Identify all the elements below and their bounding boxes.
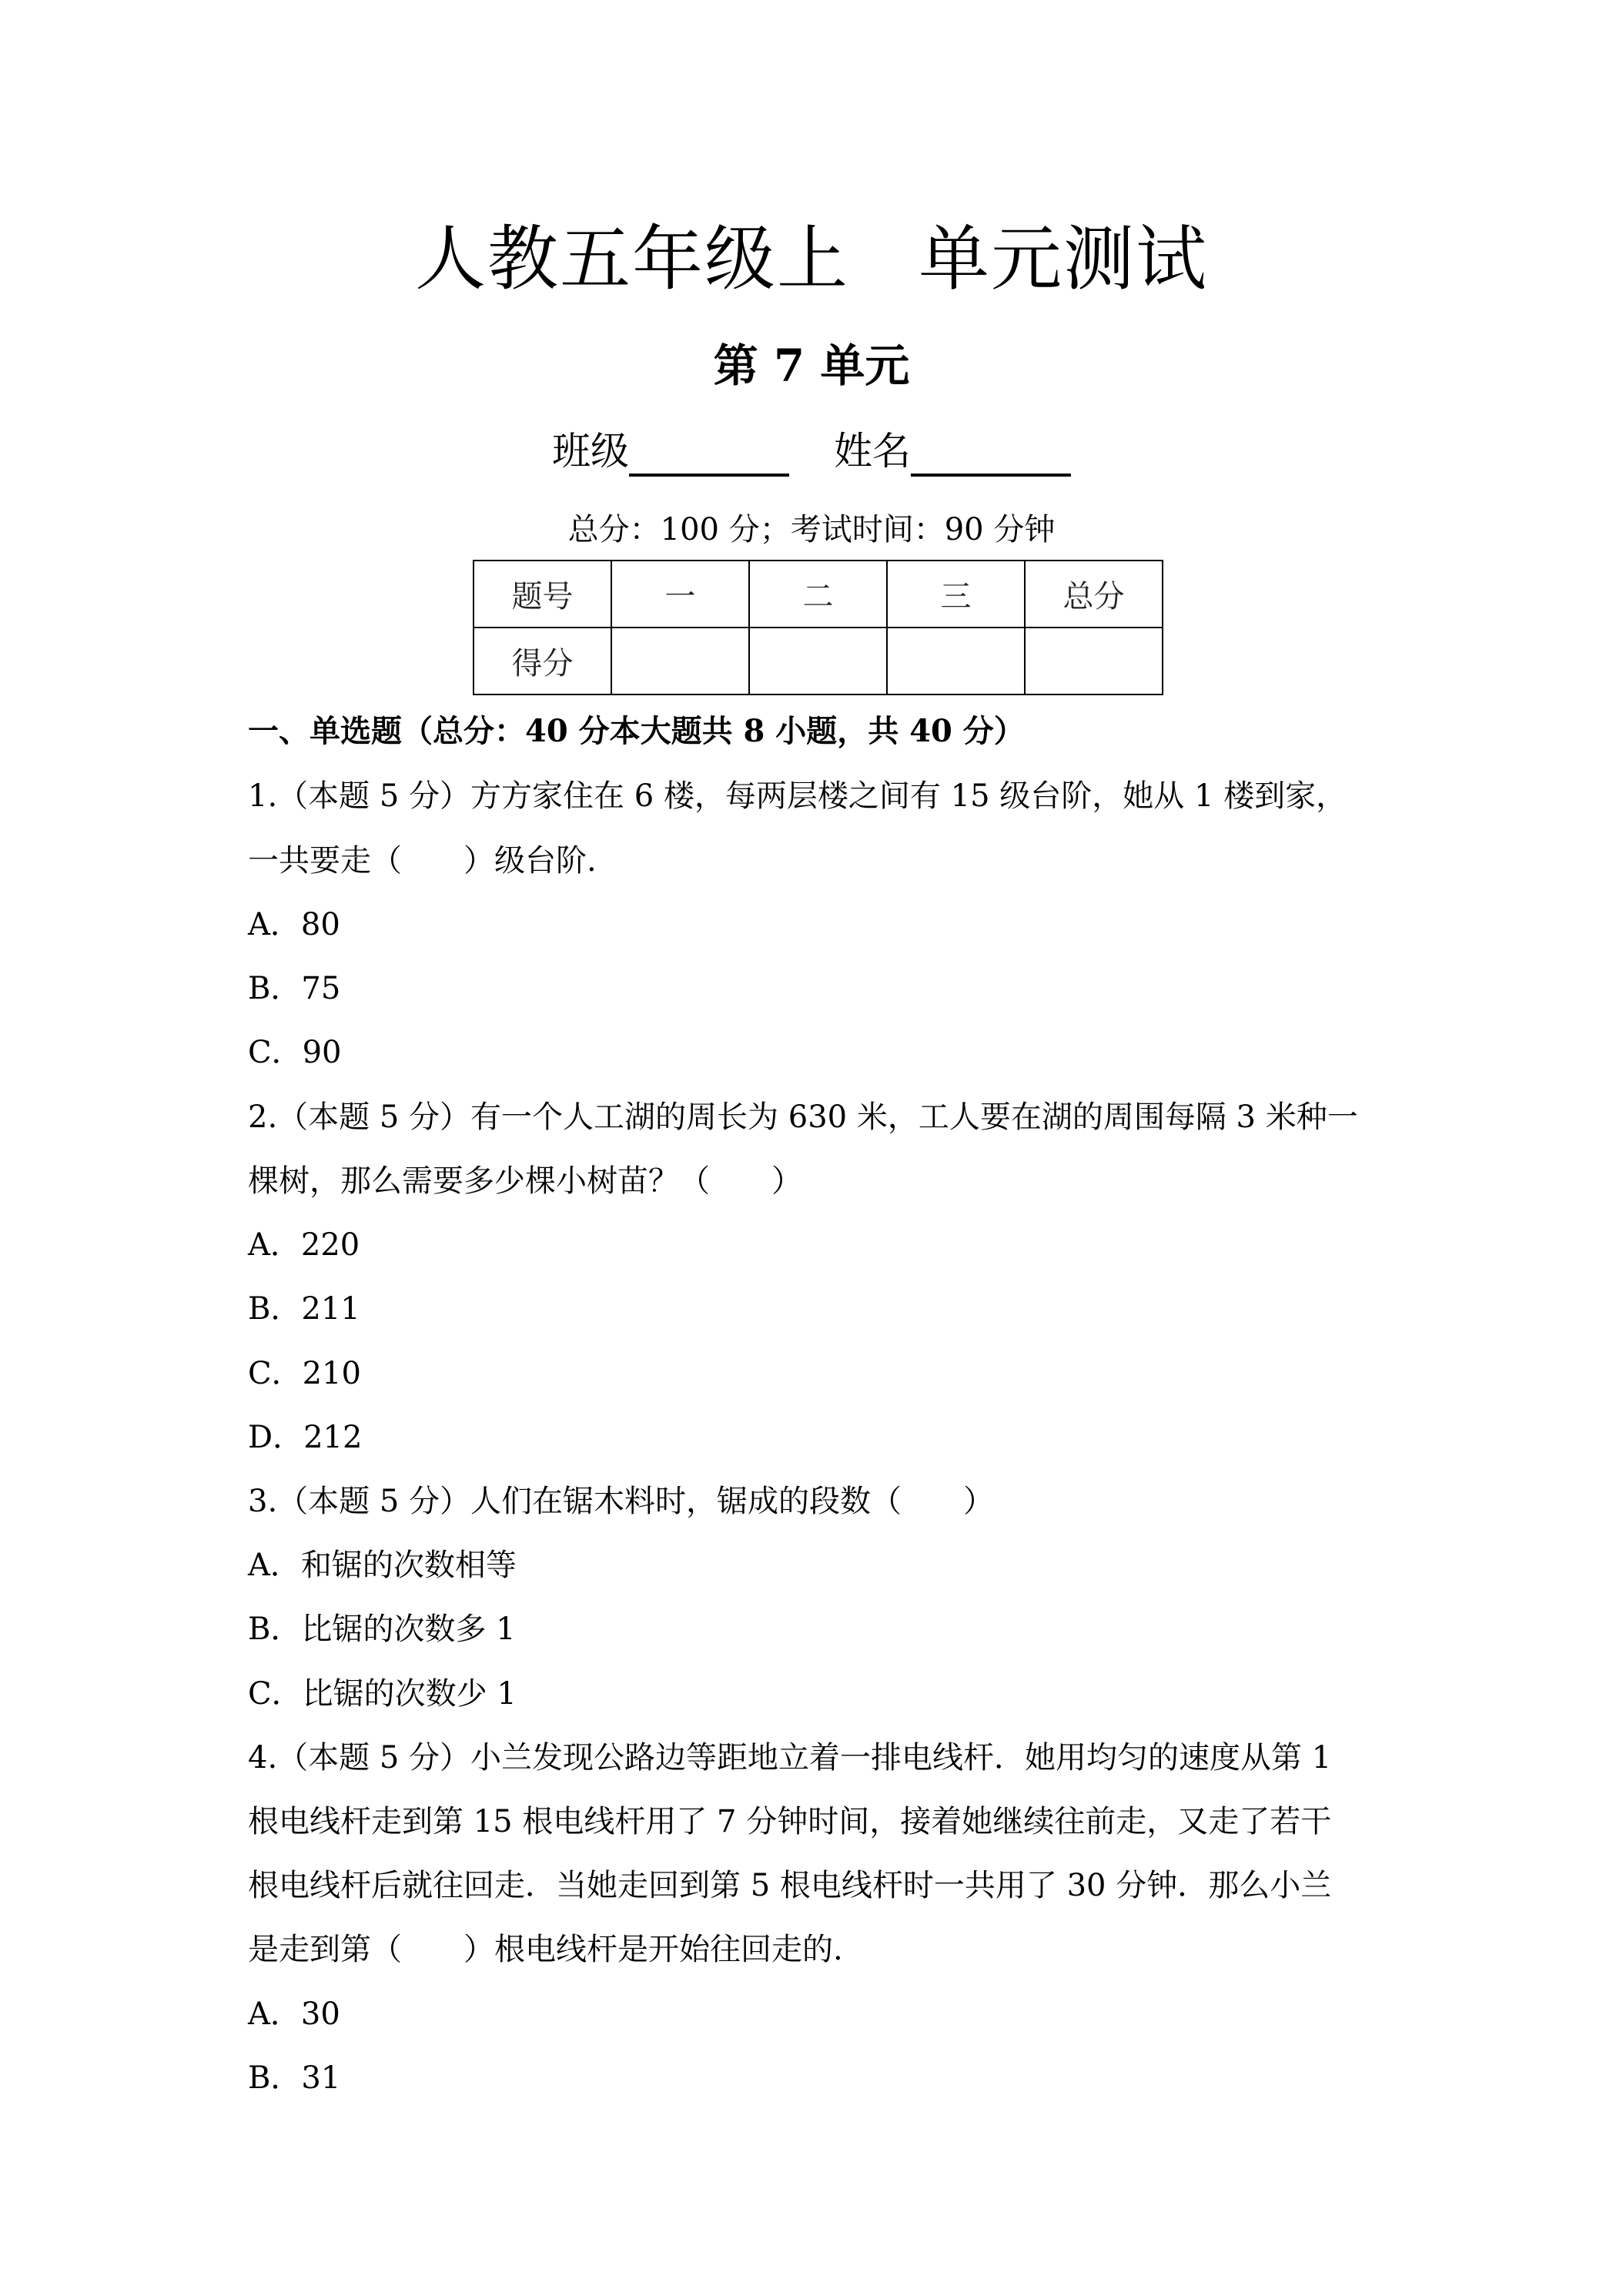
question-3-option-b[interactable]: B．比锯的次数多 1 — [248, 1612, 516, 1647]
class-blank[interactable] — [629, 429, 789, 477]
name-blank[interactable] — [911, 429, 1071, 477]
score-table-header-cell: 题号 — [474, 561, 611, 628]
score-cell[interactable] — [1025, 628, 1163, 694]
question-1-text: 1.（本题 5 分）方方家住在 6 楼，每两层楼之间有 15 级台阶，她从 1 楼到家， — [248, 778, 1347, 814]
question-2-option-d[interactable]: D．212 — [248, 1420, 363, 1455]
question-2-option-b[interactable]: B．211 — [248, 1291, 360, 1327]
question-4-text: 4.（本题 5 分）小兰发现公路边等距地立着一排电线杆．她用均匀的速度从第 1 — [248, 1740, 1332, 1776]
score-cell[interactable] — [611, 628, 749, 694]
question-2-option-c[interactable]: C．210 — [248, 1356, 361, 1391]
score-table-header-cell: 一 — [611, 561, 749, 628]
page-title — [0, 217, 1623, 302]
question-3-option-c[interactable]: C．比锯的次数少 1 — [248, 1676, 517, 1712]
title-grade: 人教五年级上 — [414, 218, 849, 300]
title-test: 单元测试 — [919, 218, 1209, 300]
question-3-option-a[interactable]: A．和锯的次数相等 — [248, 1548, 517, 1583]
class-label: 班级 — [552, 429, 629, 474]
question-2-option-a[interactable]: A．220 — [248, 1227, 360, 1263]
question-1-text: 一共要走（ ）级台阶. — [248, 843, 597, 879]
score-cell[interactable] — [749, 628, 887, 694]
student-info-line — [0, 426, 1623, 477]
question-2-text: 2.（本题 5 分）有一个人工湖的周长为 630 米，工人要在湖的周围每隔 3 米种一 — [248, 1099, 1358, 1135]
section-heading: 一、单选题（总分：40 分本大题共 8 小题，共 40 分） — [248, 713, 1025, 749]
score-row-label: 得分 — [474, 628, 611, 694]
question-4-text: 是走到第（ ）根电线杆是开始往回走的. — [248, 1932, 843, 1967]
question-4-option-b[interactable]: B．31 — [248, 2060, 341, 2096]
score-table-header-cell: 三 — [887, 561, 1025, 628]
question-1-option-c[interactable]: C．90 — [248, 1035, 342, 1070]
question-4-text: 根电线杆走到第 15 根电线杆用了 7 分钟时间，接着她继续往前走，又走了若干 — [248, 1804, 1332, 1839]
question-4-text: 根电线杆后就往回走．当她走回到第 5 根电线杆时一共用了 30 分钟．那么小兰 — [248, 1868, 1332, 1903]
score-table-header-row — [474, 561, 1163, 628]
question-4-option-a[interactable]: A．30 — [248, 1996, 340, 2032]
question-2-text: 棵树，那么需要多少棵小树苗？（ ） — [248, 1163, 802, 1199]
question-1-option-b[interactable]: B．75 — [248, 971, 341, 1006]
question-3-text: 3.（本题 5 分）人们在锯木料时，锯成的段数（ ） — [248, 1484, 995, 1519]
score-table-score-row — [474, 628, 1163, 694]
score-table — [473, 560, 1163, 695]
name-label: 姓名 — [834, 429, 911, 474]
exam-meta: 总分：100 分；考试时间：90 分钟 — [567, 512, 1056, 547]
score-table-header-cell: 总分 — [1025, 561, 1163, 628]
score-table-header-cell: 二 — [749, 561, 887, 628]
unit-subtitle: 第 7 单元 — [713, 340, 910, 392]
question-1-option-a[interactable]: A．80 — [248, 907, 340, 942]
score-cell[interactable] — [887, 628, 1025, 694]
